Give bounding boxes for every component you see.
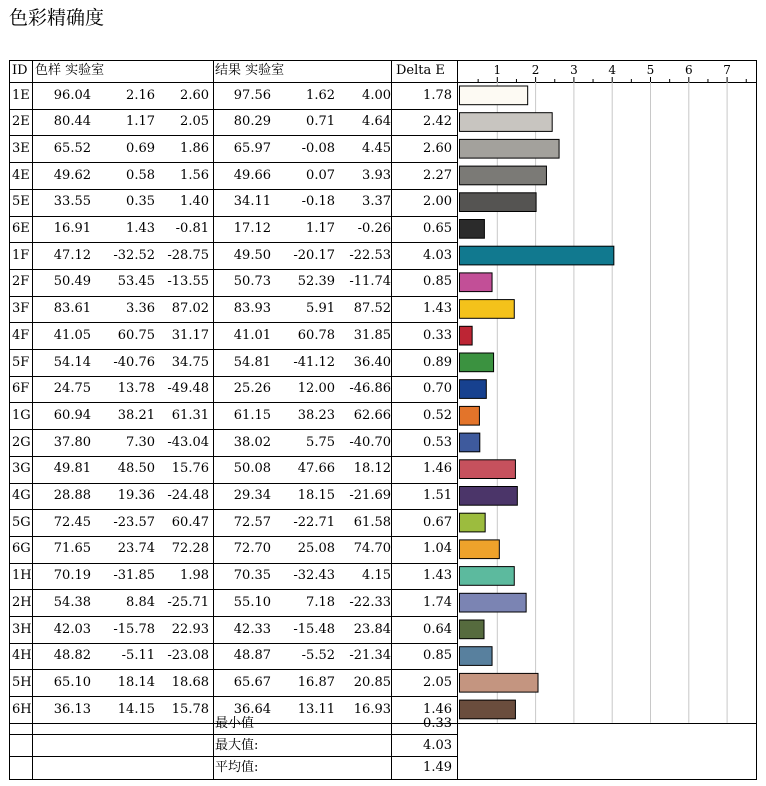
sample-lab-value: -23.08 — [167, 648, 209, 664]
delta-e-value: 1.04 — [423, 541, 452, 557]
sample-lab-value: 7.30 — [126, 434, 155, 450]
result-lab-value: 1.17 — [306, 221, 335, 236]
result-lab-value: 61.15 — [233, 407, 271, 423]
row-id: 6G — [12, 541, 31, 557]
result-lab-value: 60.78 — [297, 327, 335, 343]
result-lab-value: 12.00 — [297, 381, 335, 397]
delta-e-bar-2F — [460, 273, 493, 292]
result-lab-value: 4.15 — [362, 568, 391, 584]
delta-e-value: 1.46 — [423, 461, 452, 477]
sample-lab-value: 42.03 — [53, 621, 91, 637]
result-lab-value: 42.33 — [233, 621, 271, 637]
sample-lab-value: 0.69 — [126, 140, 155, 156]
sample-lab-value: 70.19 — [53, 568, 91, 584]
sample-lab-value: 16.91 — [53, 221, 91, 236]
row-id: 6F — [12, 381, 30, 397]
sample-lab-value: 38.21 — [117, 407, 155, 423]
result-lab-value: 38.02 — [233, 434, 271, 450]
axis-tick-label: 6 — [684, 63, 693, 77]
result-lab-value: 4.00 — [362, 87, 391, 103]
header-sample: 色样 实验室 — [35, 63, 105, 78]
sample-lab-value: 48.50 — [117, 461, 155, 477]
sample-lab-value: 65.52 — [53, 140, 91, 156]
sample-lab-value: 49.62 — [53, 167, 91, 183]
result-lab-value: 4.45 — [362, 140, 391, 156]
delta-e-bar-6G — [460, 540, 500, 559]
result-lab-value: -0.26 — [357, 221, 391, 236]
summary-max-label: 最大值: — [215, 738, 259, 753]
delta-e-bar-2G — [460, 433, 480, 452]
sample-lab-value: 1.98 — [180, 568, 209, 584]
row-id: 3E — [12, 140, 30, 156]
delta-e-bar-6F — [460, 380, 487, 399]
result-lab-value: 74.70 — [353, 541, 391, 557]
axis-tick-label: 3 — [570, 63, 578, 77]
result-lab-value: 61.58 — [353, 514, 391, 530]
delta-e-bar-2H — [460, 593, 527, 612]
delta-e-value: 0.85 — [423, 648, 452, 664]
delta-e-bar-5H — [460, 673, 539, 692]
sample-lab-value: 1.40 — [180, 194, 209, 210]
result-lab-value: -41.12 — [293, 354, 335, 370]
result-lab-value: 7.18 — [306, 594, 335, 610]
result-lab-value: -11.74 — [349, 274, 391, 290]
sample-lab-value: 0.35 — [126, 194, 155, 210]
sample-lab-value: 60.75 — [117, 327, 155, 343]
delta-e-bar-4G — [460, 487, 518, 506]
row-id: 2F — [12, 274, 30, 290]
result-lab-value: 49.66 — [233, 167, 271, 183]
sample-lab-value: 83.61 — [53, 301, 91, 317]
result-lab-value: 3.37 — [362, 194, 391, 210]
delta-e-bar-1G — [460, 406, 480, 425]
result-lab-value: 20.85 — [353, 674, 391, 690]
result-lab-value: -32.43 — [293, 568, 335, 584]
sample-lab-value: 36.13 — [53, 701, 91, 717]
delta-e-value: 2.00 — [423, 194, 452, 210]
delta-e-bar-chart — [10, 61, 756, 779]
delta-e-bar-6H — [460, 700, 516, 719]
sample-lab-value: 34.75 — [171, 354, 209, 370]
sample-lab-value: -28.75 — [167, 247, 209, 263]
delta-e-value: 1.74 — [423, 594, 452, 610]
delta-e-value: 0.70 — [423, 381, 452, 397]
delta-e-value: 0.85 — [423, 274, 452, 290]
result-lab-value: -5.52 — [301, 648, 335, 664]
result-lab-value: 50.08 — [233, 461, 271, 477]
sample-lab-value: 15.76 — [171, 461, 209, 477]
delta-e-value: 1.51 — [423, 488, 452, 503]
result-lab-value: 34.11 — [233, 194, 271, 210]
sample-lab-value: 13.78 — [117, 381, 155, 397]
sample-lab-value: 2.60 — [180, 87, 209, 103]
result-lab-value: -20.17 — [293, 247, 335, 263]
result-lab-value: 23.84 — [353, 621, 391, 637]
row-id: 3G — [12, 461, 31, 477]
sample-lab-value: 15.78 — [171, 701, 209, 717]
delta-e-bar-5G — [460, 513, 486, 532]
delta-e-value: 0.65 — [423, 221, 452, 236]
row-id: 1F — [12, 247, 30, 263]
result-lab-value: 16.87 — [297, 674, 335, 690]
sample-lab-value: -15.78 — [113, 621, 155, 637]
result-lab-value: -21.34 — [349, 648, 391, 664]
sample-lab-value: 14.15 — [117, 701, 155, 717]
header-id: ID — [12, 63, 28, 78]
sample-lab-value: 80.44 — [53, 114, 91, 130]
result-lab-value: 16.93 — [353, 701, 391, 717]
row-id: 5F — [12, 354, 30, 370]
result-lab-value: 31.85 — [353, 327, 391, 343]
sample-lab-value: -24.48 — [167, 488, 209, 503]
result-lab-value: 13.11 — [297, 701, 335, 717]
sample-lab-value: 23.74 — [117, 541, 155, 557]
sample-lab-value: -49.48 — [167, 381, 209, 397]
summary-min-label: 最小值 — [215, 716, 255, 731]
result-lab-value: 52.39 — [297, 274, 335, 290]
sample-lab-value: -25.71 — [167, 594, 209, 610]
row-id: 4G — [12, 488, 31, 503]
result-lab-value: 36.40 — [353, 354, 391, 370]
result-lab-value: 18.12 — [353, 461, 391, 477]
sample-lab-value: 24.75 — [53, 381, 91, 397]
axis-tick-label: 5 — [646, 63, 655, 77]
axis-tick-label: 2 — [531, 63, 540, 77]
delta-e-bar-3G — [460, 460, 516, 479]
result-lab-value: 18.15 — [297, 488, 335, 503]
header-delta: Delta E — [396, 63, 445, 78]
delta-e-value: 1.43 — [423, 301, 452, 317]
result-lab-value: -40.70 — [349, 434, 391, 450]
result-lab-value: 62.66 — [353, 407, 391, 423]
sample-lab-value: 72.45 — [53, 514, 91, 530]
sample-lab-value: 54.38 — [53, 594, 91, 610]
result-lab-value: 4.64 — [362, 114, 391, 130]
sample-lab-value: 37.80 — [53, 434, 91, 450]
row-id: 6E — [12, 221, 30, 236]
row-id: 5G — [12, 514, 31, 530]
sample-lab-value: 87.02 — [171, 301, 209, 317]
result-lab-value: 83.93 — [233, 301, 271, 317]
result-lab-value: -46.86 — [349, 381, 391, 397]
row-id: 5H — [12, 674, 32, 690]
result-lab-value: 97.56 — [233, 87, 271, 103]
row-id: 3F — [12, 301, 30, 317]
delta-e-bar-1F — [460, 246, 614, 265]
page-title: 色彩精确度 — [9, 7, 105, 29]
result-lab-value: -0.18 — [301, 194, 335, 210]
result-lab-value: 80.29 — [233, 114, 271, 130]
sample-lab-value: 28.88 — [53, 488, 91, 503]
delta-e-bar-4E — [460, 166, 547, 185]
delta-e-value: 0.64 — [423, 621, 452, 637]
header-result: 结果 实验室 — [215, 63, 285, 78]
result-lab-value: 65.67 — [233, 674, 271, 690]
delta-e-value: 2.60 — [423, 140, 452, 156]
delta-e-value: 0.53 — [423, 434, 452, 450]
sample-lab-value: 50.49 — [53, 274, 91, 290]
row-id: 3H — [12, 621, 32, 637]
sample-lab-value: 71.65 — [53, 541, 91, 557]
delta-e-value: 2.27 — [423, 167, 452, 183]
sample-lab-value: 54.14 — [53, 354, 91, 370]
delta-e-value: 0.52 — [423, 407, 452, 423]
result-lab-value: 55.10 — [233, 594, 271, 610]
delta-e-value: 0.67 — [423, 514, 452, 530]
delta-e-bar-3H — [460, 620, 485, 639]
summary-avg-value: 1.49 — [423, 760, 452, 775]
sample-lab-value: 2.05 — [180, 114, 209, 130]
sample-lab-value: -5.11 — [121, 648, 155, 664]
row-id: 2H — [12, 594, 32, 610]
sample-lab-value: -23.57 — [113, 514, 155, 530]
result-lab-value: 0.07 — [306, 167, 335, 183]
sample-lab-value: 1.56 — [180, 167, 209, 183]
sample-lab-value: 53.45 — [117, 274, 155, 290]
sample-lab-value: 1.86 — [180, 140, 209, 156]
result-lab-value: 87.52 — [353, 301, 391, 317]
delta-e-value: 4.03 — [423, 247, 452, 263]
sample-lab-value: 31.17 — [171, 327, 209, 343]
delta-e-value: 1.43 — [423, 568, 452, 584]
delta-e-bar-5E — [460, 193, 537, 212]
delta-e-bar-2E — [460, 113, 553, 132]
result-lab-value: 29.34 — [233, 488, 271, 503]
result-lab-value: 36.64 — [233, 701, 271, 717]
result-lab-value: 17.12 — [233, 221, 271, 236]
result-lab-value: 49.50 — [233, 247, 271, 263]
axis-tick-label: 1 — [493, 63, 502, 77]
sample-lab-value: 8.84 — [126, 594, 155, 610]
row-id: 4H — [12, 648, 32, 664]
delta-e-value: 0.33 — [423, 327, 452, 343]
result-lab-value: 25.26 — [233, 381, 271, 397]
color-accuracy-table — [9, 60, 757, 780]
sample-lab-value: 19.36 — [117, 488, 155, 503]
result-lab-value: -21.69 — [349, 488, 391, 503]
sample-lab-value: -13.55 — [167, 274, 209, 290]
result-lab-value: 72.57 — [233, 514, 271, 530]
sample-lab-value: 2.16 — [126, 87, 155, 103]
result-lab-value: 41.01 — [233, 327, 271, 343]
delta-e-bar-6E — [460, 220, 485, 239]
sample-lab-value: 96.04 — [53, 87, 91, 103]
axis-tick-label: 7 — [723, 63, 731, 77]
sample-lab-value: 0.58 — [126, 167, 155, 183]
result-lab-value: 5.75 — [306, 434, 335, 450]
result-lab-value: 25.08 — [297, 541, 335, 557]
sample-lab-value: 1.43 — [126, 221, 155, 236]
result-lab-value: -0.08 — [301, 140, 335, 156]
sample-lab-value: 18.68 — [171, 674, 209, 690]
sample-lab-value: 3.36 — [126, 301, 155, 317]
sample-lab-value: 18.14 — [117, 674, 155, 690]
delta-e-bar-1E — [460, 86, 528, 105]
result-lab-value: -15.48 — [293, 621, 335, 637]
result-lab-value: 3.93 — [362, 167, 391, 183]
delta-e-bar-4H — [460, 647, 493, 666]
result-lab-value: 0.71 — [306, 114, 335, 130]
sample-lab-value: -43.04 — [167, 434, 209, 450]
sample-lab-value: 72.28 — [171, 541, 209, 557]
delta-e-bar-5F — [460, 353, 494, 372]
result-lab-value: 5.91 — [306, 301, 335, 317]
sample-lab-value: 60.47 — [171, 514, 209, 530]
row-id: 4F — [12, 327, 30, 343]
axis-tick-label: 4 — [608, 63, 617, 77]
delta-e-bar-4F — [460, 326, 473, 345]
row-id: 1E — [12, 87, 30, 103]
sample-lab-value: 33.55 — [53, 194, 91, 210]
result-lab-value: 70.35 — [233, 568, 271, 584]
sample-lab-value: -31.85 — [113, 568, 155, 584]
result-lab-value: -22.33 — [349, 594, 391, 610]
row-id: 4E — [12, 167, 30, 183]
delta-e-value: 1.46 — [423, 701, 452, 717]
result-lab-value: 38.23 — [297, 407, 335, 423]
row-id: 6H — [12, 701, 32, 717]
summary-max-value: 4.03 — [423, 738, 452, 753]
result-lab-value: 47.66 — [297, 461, 335, 477]
sample-lab-value: 47.12 — [53, 247, 91, 263]
result-lab-value: -22.53 — [349, 247, 391, 263]
sample-lab-value: 61.31 — [171, 407, 209, 423]
sample-lab-value: 49.81 — [53, 461, 91, 477]
result-lab-value: 65.97 — [233, 140, 271, 156]
result-lab-value: 48.87 — [233, 648, 271, 664]
result-lab-value: -22.71 — [293, 514, 335, 530]
delta-e-value: 1.78 — [423, 87, 452, 103]
result-lab-value: 50.73 — [233, 274, 271, 290]
row-id: 1G — [12, 407, 31, 423]
delta-e-bar-1H — [460, 567, 515, 586]
delta-e-value: 0.89 — [423, 354, 452, 370]
delta-e-bar-3F — [460, 300, 515, 319]
delta-e-value: 2.05 — [423, 674, 452, 690]
result-lab-value: 1.62 — [306, 87, 335, 103]
sample-lab-value: -0.81 — [175, 221, 209, 236]
sample-lab-value: -40.76 — [113, 354, 155, 370]
row-id: 2G — [12, 434, 31, 450]
delta-e-value: 2.42 — [423, 114, 452, 130]
sample-lab-value: 48.82 — [53, 648, 91, 664]
sample-lab-value: 1.17 — [126, 114, 155, 130]
sample-lab-value: 60.94 — [53, 407, 91, 423]
summary-avg-label: 平均值: — [215, 760, 259, 775]
result-lab-value: 72.70 — [233, 541, 271, 557]
row-id: 1H — [12, 568, 32, 584]
delta-e-bar-3E — [460, 139, 560, 158]
row-id: 5E — [12, 194, 30, 210]
sample-lab-value: 22.93 — [171, 621, 209, 637]
result-lab-value: 54.81 — [233, 354, 271, 370]
sample-lab-value: -32.52 — [113, 247, 155, 263]
summary-min-value: 0.33 — [423, 716, 452, 731]
row-id: 2E — [12, 114, 30, 130]
sample-lab-value: 41.05 — [53, 327, 91, 343]
sample-lab-value: 65.10 — [53, 674, 91, 690]
